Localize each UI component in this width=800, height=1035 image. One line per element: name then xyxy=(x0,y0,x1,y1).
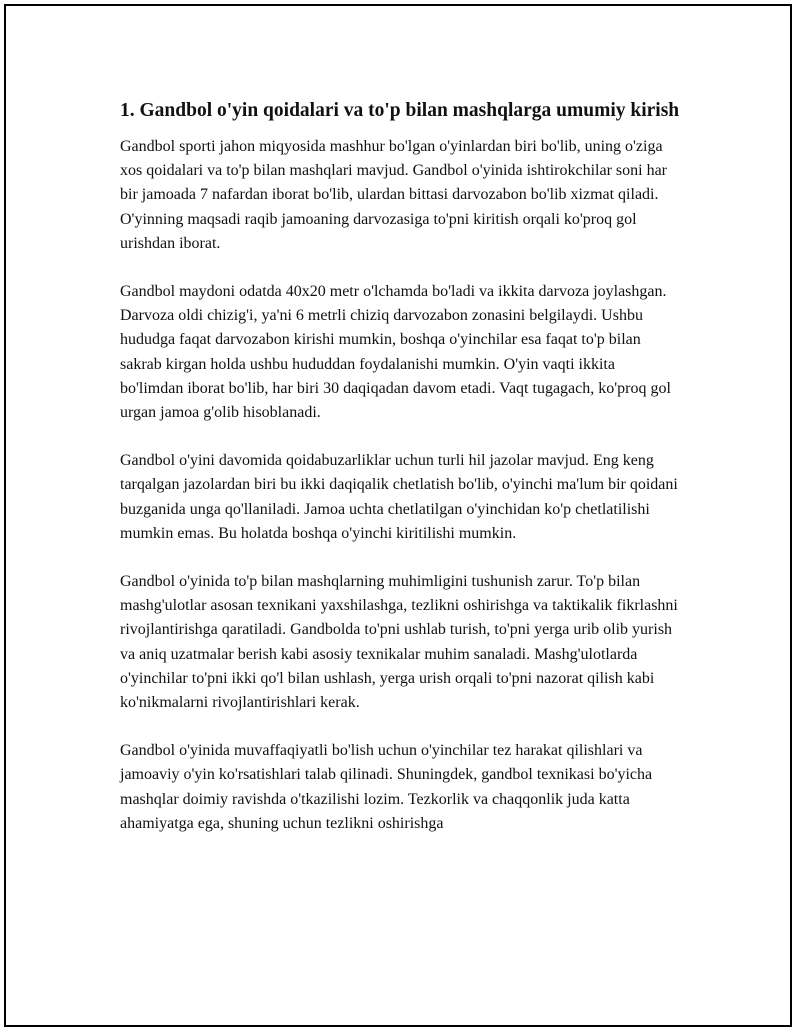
paragraph-3: Gandbol o'yini davomida qoidabuzarliklar uchun turli hil jazolar mavjud. Eng keng tarqalgan jazolardan biri bu ikki daqiqalik chetlatish bo'lib, o'yinchi ma'lum bir qoidani buzganida unga qo'llaniladi. Jamoa uchta chetlatilgan o'yinchidan ko'p chetlatilishi mumkin emas. Bu holatda boshqa o'yinchi kiritilishi mumkin. xyxy=(120,452,678,542)
section-heading: 1. Gandbol o'yin qoidalari va to'p bilan mashqlarga umumiy kirish xyxy=(120,100,680,121)
paragraph-4: Gandbol o'yinida to'p bilan mashqlarning muhimligini tushunish zarur. To'p bilan mashg'ulotlar asosan texnikani yaxshilashga, tezlikni oshirishga va taktikalik fikrlashni rivojlantirishga qaratiladi. Gandbolda to'pni ushlab turish, to'pni yerga urib olib yurish va aniq uzatmalar berish kabi asosiy texnikalar muhim sanaladi. Mashg'ulotlarda o'yinchilar to'pni ikki qo'l bilan ushlash, yerga urish orqali to'pni nazorat qilish kabi ko'nikmalarni rivojlantirishlari kerak. xyxy=(120,573,678,712)
paragraph-1: Gandbol sporti jahon miqyosida mashhur bo'lgan o'yinlardan biri bo'lib, uning o'ziga xos qoidalari va to'p bilan mashqlari mavjud. Gandbol o'yinida ishtirokchilar soni har bir jamoada 7 nafardan iborat bo'lib, ulardan bittasi darvozabon bo'lib xizmat qiladi. O'yinning maqsadi raqib jamoaning darvozasiga to'pni kiritish orqali ko'proq gol urishdan iborat. xyxy=(120,138,667,252)
paragraph-2: Gandbol maydoni odatda 40x20 metr o'lchamda bo'ladi va ikkita darvoza joylashgan. Darvoza oldi chizig'i, ya'ni 6 metrli chiziq darvozabon zonasini belgilaydi. Ushbu hududga faqat darvozabon kirishi mumkin, boshqa o'yinchilar esa faqat to'p bilan sakrab kirgan holda ushbu hududdan foydalanishi mumkin. O'yin vaqti ikkita bo'limdan iborat bo'lib, har biri 30 daqiqadan davom etadi. Vaqt tugagach, ko'proq gol urgan jamoa g'olib hisoblanadi. xyxy=(120,283,671,422)
paragraph-5: Gandbol o'yinida muvaffaqiyatli bo'lish uchun o'yinchilar tez harakat qilishlari va jamoaviy o'yin ko'rsatishlari talab qilinadi. Shuningdek, gandbol texnikasi bo'yicha mashqlar doimiy ravishda o'tkazilishi lozim. Tezkorlik va chaqqonlik juda katta ahamiyatga ega, shuning uchun tezlikni oshirishga xyxy=(120,742,653,832)
document-page xyxy=(4,4,792,1027)
document-body xyxy=(120,98,680,860)
